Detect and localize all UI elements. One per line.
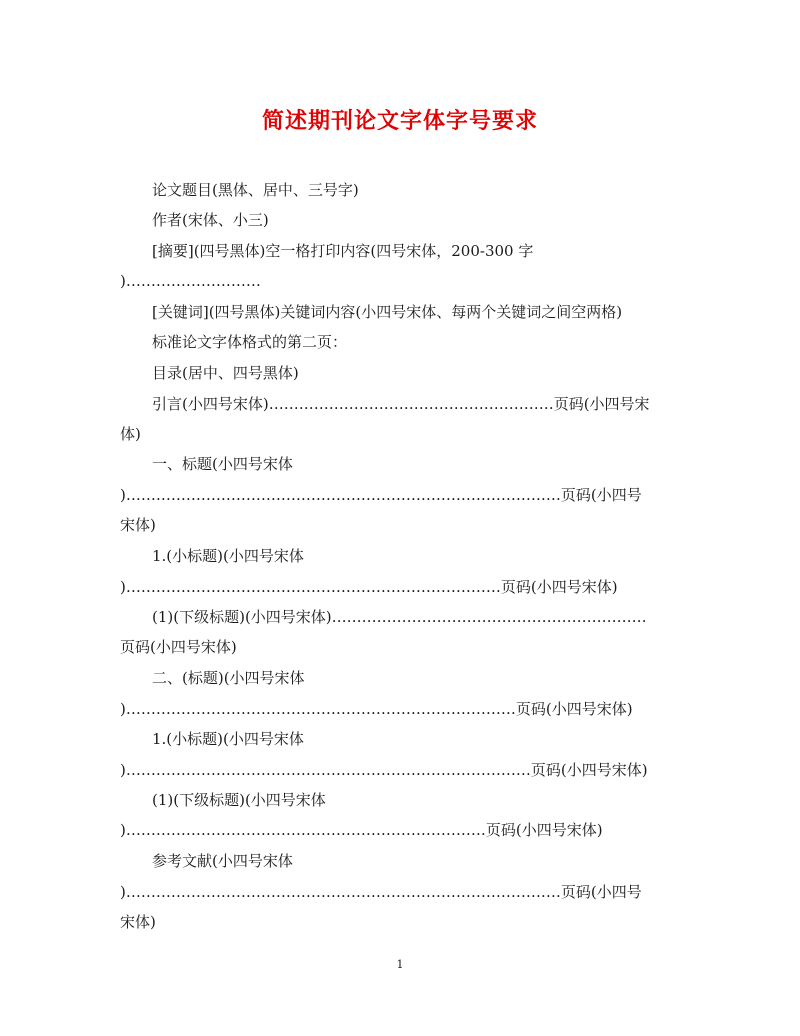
text-line: 宋体)	[120, 516, 156, 534]
text-line: (1)(下级标题)(小四号宋体	[152, 791, 326, 809]
document-title: 简述期刊论文字体字号要求	[261, 109, 538, 134]
text-line: [关键词](四号黑体)关键词内容(小四号宋体、每两个关键词之间空两格)	[152, 303, 623, 321]
text-line: )………………………………………………………………………页码(小四号宋体)	[120, 761, 648, 779]
text-line: 体)	[120, 425, 141, 443]
text-line: 一、标题(小四号宋体	[152, 455, 293, 473]
text-line: )……………………………………………………………………………页码(小四号	[120, 883, 642, 901]
text-line: 目录(居中、四号黑体)	[152, 364, 299, 382]
text-line: )……………………………………………………………………………页码(小四号	[120, 486, 642, 504]
text-line: 标准论文字体格式的第二页：	[152, 333, 348, 351]
text-line: )………………………………………………………………页码(小四号宋体)	[120, 821, 603, 839]
text-line: )……………………………………………………………………页码(小四号宋体)	[120, 700, 633, 718]
text-line: 参考文献(小四号宋体	[152, 852, 293, 870]
text-line: 论文题目(黑体、居中、三号字)	[152, 181, 359, 199]
text-line: 页码(小四号宋体)	[120, 638, 237, 656]
text-line: 二、(标题)(小四号宋体	[152, 669, 305, 687]
text-line: 作者(宋体、小三)	[152, 211, 269, 229]
text-line: )…………………………………………………………………页码(小四号宋体)	[120, 578, 618, 596]
text-line: 宋体)	[120, 913, 156, 931]
text-line: 1.(小标题)(小四号宋体	[152, 547, 304, 565]
text-line: )………………………	[120, 272, 261, 290]
text-line: [摘要](四号黑体)空一格打印内容(四号宋体，200-300 字	[152, 242, 534, 260]
text-line: 引言(小四号宋体)…………………………………………………页码(小四号宋	[152, 395, 650, 413]
text-line: 1.(小标题)(小四号宋体	[152, 730, 304, 748]
page-number: 1	[396, 958, 404, 971]
text-line: (1)(下级标题)(小四号宋体)………………………………………………………	[152, 608, 647, 626]
